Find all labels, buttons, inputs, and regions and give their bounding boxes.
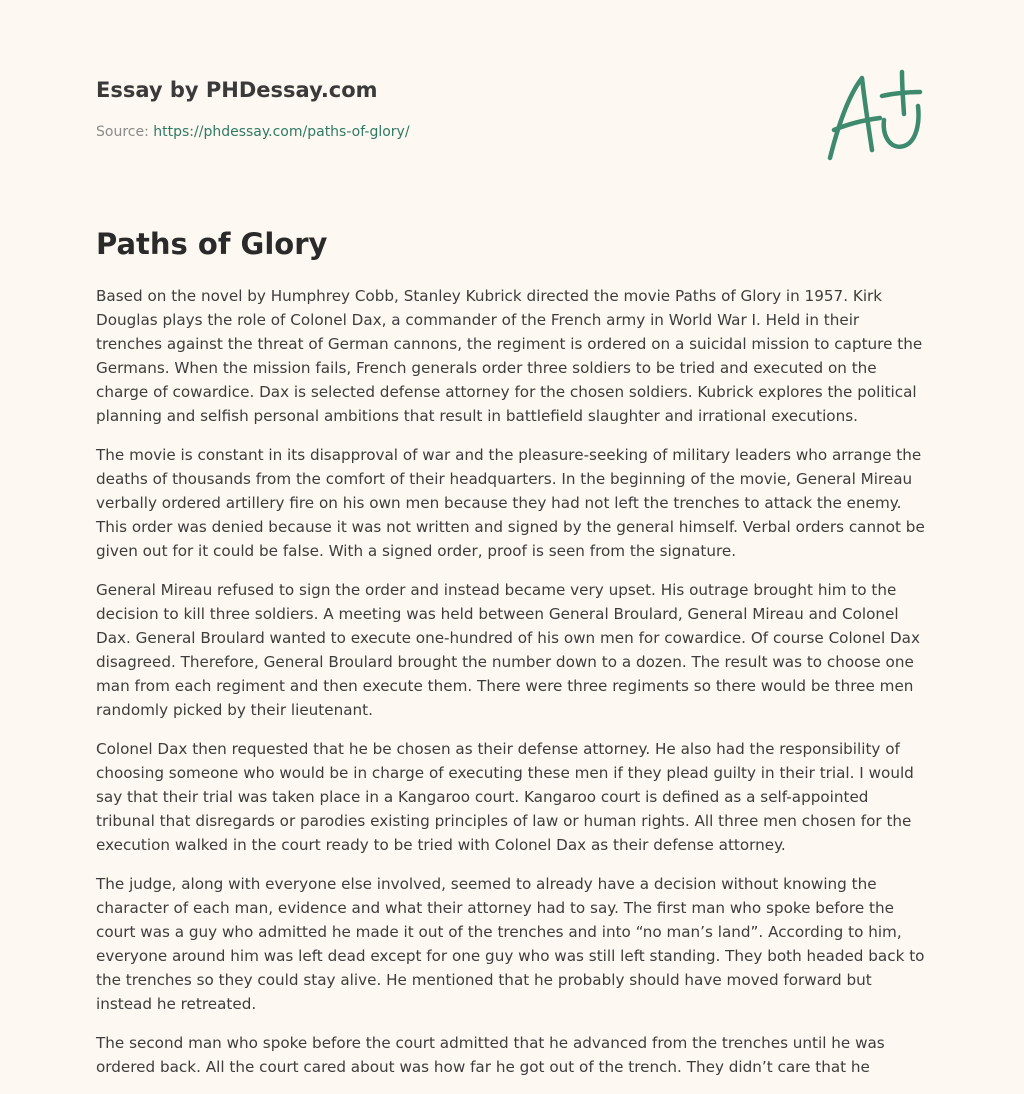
article-paragraph: Based on the novel by Humphrey Cobb, Stanley Kubrick directed the movie Paths of Glory in 1957. Kirk Douglas plays the role of Colonel Dax, a commander of the French army in World War I. Held in their trenches against the threat of German cannons, the regiment is ordered on a suicidal mission to capture the Germans. When the mission fails, French generals order three soldiers to be tried and executed on the charge of cowardice. Dax is selected defense attorney for the chosen soldiers. Kubrick explores the political planning and selfish personal ambitions that result in battlefield slaughter and irrational executions. bbox=[96, 287, 923, 425]
article-paragraph: General Mireau refused to sign the order and instead became very upset. His outrage brought him to the decision to kill three soldiers. A meeting was held between General Broulard, General Mireau and Colonel Dax. General Broulard wanted to execute one-hundred of his own men for cowardice. Of course Colonel Dax disagreed. Therefore, General Broulard brought the number down to a dozen. The result was to choose one man from each regiment and then execute them. There were three regiments so there would be three men randomly picked by their lieutenant. bbox=[96, 581, 920, 719]
source-line bbox=[96, 122, 796, 142]
article-paragraph: The movie is constant in its disapproval of war and the pleasure-seeking of military leaders who arrange the deaths of thousands from the comfort of their headquarters. In the beginning of the movie, General Mireau verbally ordered artillery fire on his own men because they had not left the trenches to attack the enemy. This order was denied because it was not written and signed by the general himself. Verbal orders cannot be given out for it could be false. With a signed order, proof is seen from the signature. bbox=[96, 446, 925, 560]
article-body bbox=[96, 284, 930, 1094]
article-paragraph: The judge, along with everyone else involved, seemed to already have a decision without knowing the character of each man, evidence and what their attorney had to say. The first man who spoke before the court was a guy who admitted he made it out of the trenches and into “no man’s land”. According to him, everyone around him was left dead except for one guy who was still left standing. They both headed back to the trenches so they could stay alive. He mentioned that he probably should have moved forward but instead he retreated. bbox=[96, 875, 925, 1013]
article-paragraph: Colonel Dax then requested that he be chosen as their defense attorney. He also had the responsibility of choosing someone who would be in charge of executing these men if they plead guilty in their trial. I would say that their trial was taken place in a Kangaroo court. Kangaroo court is defined as a self-appointed tribunal that disregards or parodies existing principles of law or human rights. All three men chosen for the execution walked in the court ready to be tried with Colonel Dax as their defense attorney. bbox=[96, 740, 914, 854]
page-header bbox=[96, 76, 796, 142]
a-plus-grade-icon bbox=[820, 66, 930, 166]
article-paragraph: The second man who spoke before the court admitted that he advanced from the trenches until he was ordered back. All the court cared about was how far he got out of the trench. They didn’t care that he bbox=[96, 1034, 885, 1076]
article-title: Paths of Glory bbox=[96, 227, 328, 261]
source-link[interactable]: https://phdessay.com/paths-of-glory/ bbox=[153, 124, 410, 140]
source-label: Source: bbox=[96, 124, 149, 140]
site-brand: Essay by PHDessay.com bbox=[96, 78, 378, 102]
a-plus-strokes bbox=[830, 72, 920, 158]
